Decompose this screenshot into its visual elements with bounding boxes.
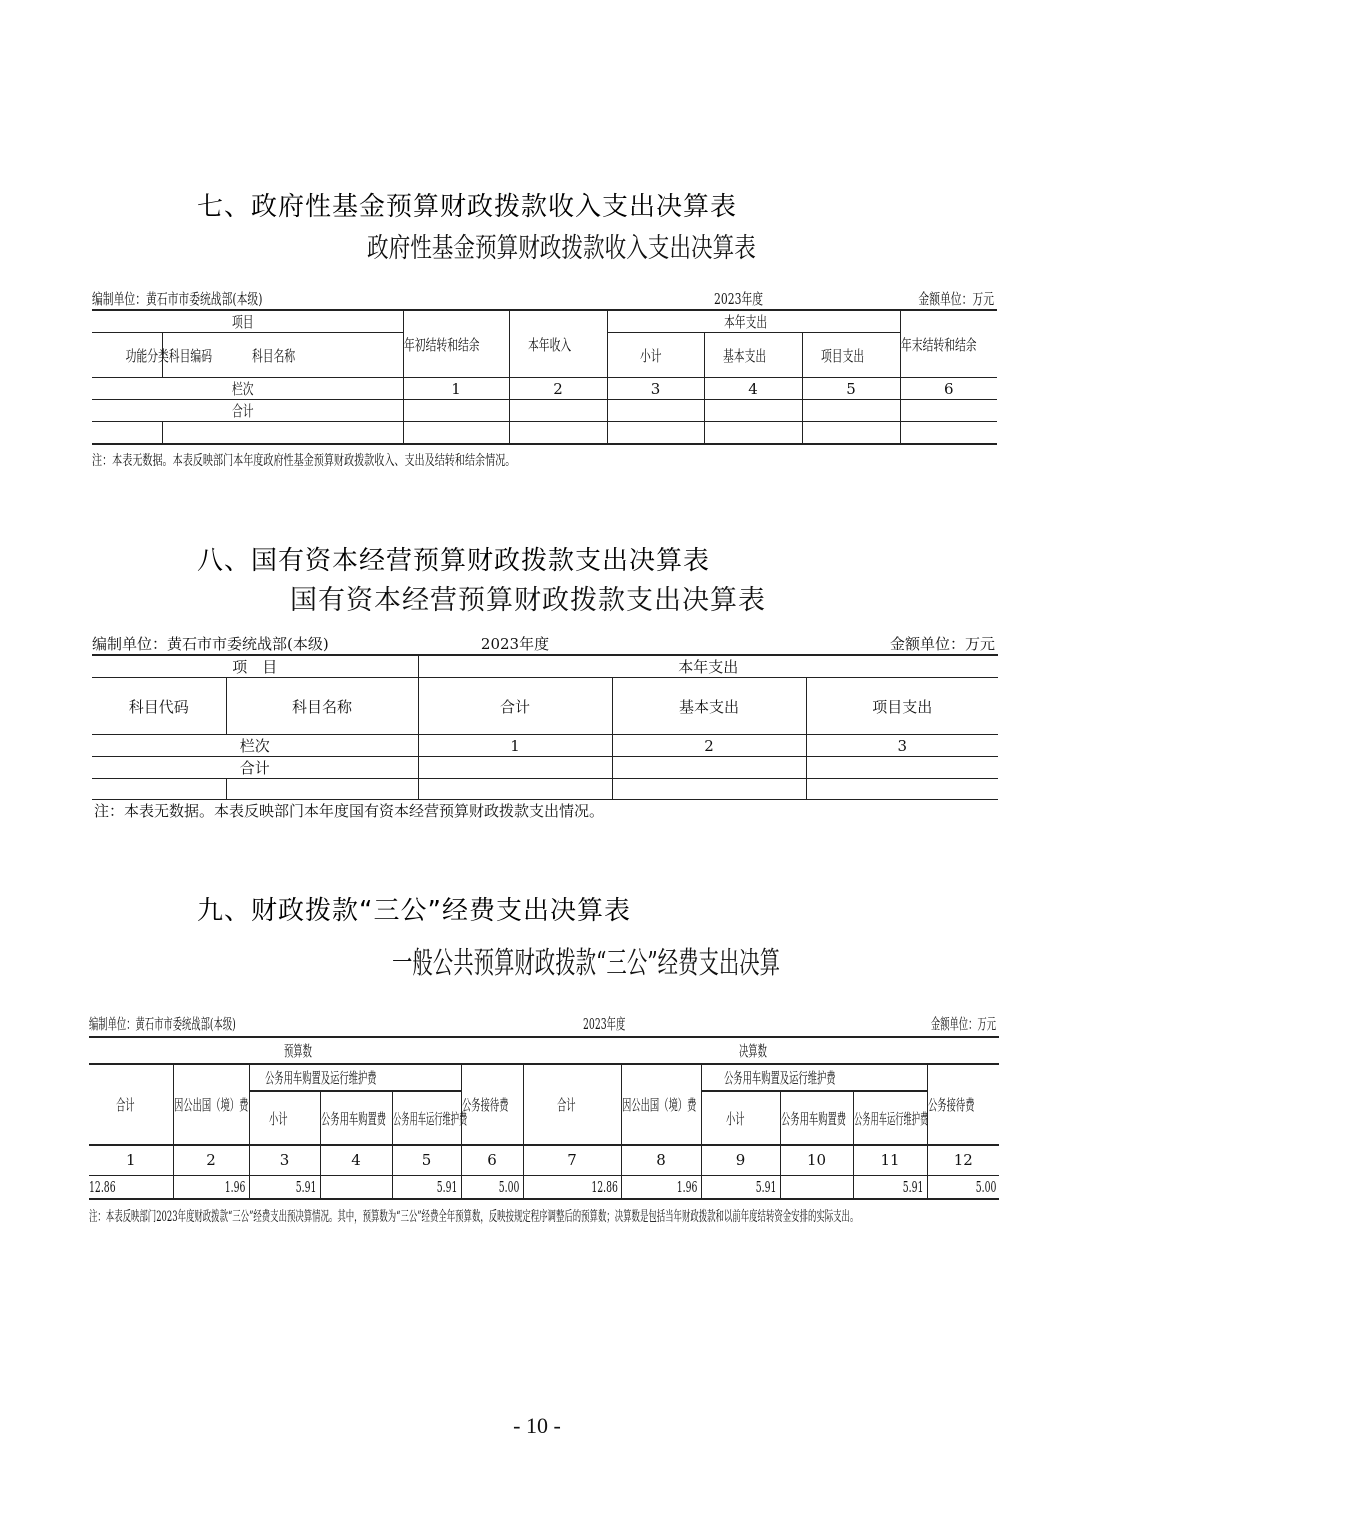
header-budget: 预算数 <box>283 1042 312 1060</box>
header-car: 公务用车购置及运行维护费 <box>265 1069 377 1087</box>
row-column-label: 栏次 <box>232 380 254 398</box>
value-text: 1.96 <box>676 1177 698 1196</box>
header-name: 科目名称 <box>226 678 418 735</box>
header-car-buy: 公务用车购置费 <box>320 1109 386 1128</box>
row-total-label: 合计 <box>232 402 254 420</box>
col-num: 1 <box>403 378 509 400</box>
col-num: 3 <box>607 378 704 400</box>
col-num: 6 <box>461 1145 523 1175</box>
header-subtotal: 小计 <box>269 1109 289 1128</box>
header-abroad: 因公出国（境）费 <box>173 1096 248 1114</box>
col-num: 2 <box>509 378 607 400</box>
header-total: 合计 <box>418 678 612 735</box>
value-cell <box>461 1175 523 1199</box>
row-column-label: 栏次 <box>92 735 418 757</box>
table-7 <box>92 288 997 445</box>
col-num: 7 <box>523 1145 621 1175</box>
value-cell <box>701 1175 780 1199</box>
col-num: 10 <box>780 1145 853 1175</box>
value-text: 5.91 <box>436 1177 458 1196</box>
value-text: 1.96 <box>224 1177 246 1196</box>
header-total: 合计 <box>115 1096 135 1114</box>
header-project: 项目支出 <box>821 346 865 365</box>
year-label: 2023年度 <box>418 633 612 655</box>
header-expense: 本年支出 <box>418 655 998 678</box>
value-cell <box>392 1175 461 1199</box>
header-car-buy: 公务用车购置费 <box>780 1109 846 1128</box>
value-text: 5.91 <box>902 1177 924 1196</box>
header-reception: 公务接待费 <box>461 1096 509 1114</box>
col-num: 3 <box>806 735 998 757</box>
header-item: 项 目 <box>92 655 418 678</box>
header-begin: 年初结转和结余 <box>403 335 480 354</box>
col-num: 4 <box>704 378 802 400</box>
col-num: 5 <box>392 1145 461 1175</box>
header-code: 功能分类科目编码 <box>125 346 213 365</box>
table-8-note: 注：本表无数据。本表反映部门本年度国有资本经营预算财政拨款支出情况。 <box>94 802 605 820</box>
header-abroad: 因公出国（境）费 <box>621 1096 696 1114</box>
col-num: 6 <box>900 378 997 400</box>
value-cell <box>89 1175 173 1199</box>
header-subtotal: 小计 <box>725 1109 745 1128</box>
money-unit: 金额单位：万元 <box>918 290 995 308</box>
header-reception: 公务接待费 <box>927 1096 975 1114</box>
table-9 <box>89 1010 999 1200</box>
col-num: 5 <box>802 378 900 400</box>
header-code: 科目代码 <box>92 678 226 735</box>
value-text: 5.91 <box>755 1177 777 1196</box>
value-cell <box>320 1175 392 1199</box>
table-7-note: 注：本表无数据。本表反映部门本年度政府性基金预算财政拨款收入、支出及结转和结余情况。 <box>92 453 516 469</box>
unit-label: 编制单位：黄石市市委统战部(本级) <box>92 633 418 655</box>
col-num: 3 <box>249 1145 320 1175</box>
section-9-heading: 九、财政拨款“三公”经费支出决算表 <box>197 896 631 926</box>
value-cell <box>780 1175 853 1199</box>
col-num: 12 <box>927 1145 999 1175</box>
money-unit: 金额单位：万元 <box>806 633 998 655</box>
col-num: 1 <box>89 1145 173 1175</box>
col-num: 2 <box>612 735 806 757</box>
value-text: 12.86 <box>590 1177 618 1196</box>
row-total-label: 合计 <box>92 757 418 779</box>
header-income: 本年收入 <box>527 335 572 354</box>
money-unit: 金额单位：万元 <box>930 1014 997 1033</box>
page-number: - 10 - <box>513 1413 561 1438</box>
header-car: 公务用车购置及运行维护费 <box>724 1069 836 1087</box>
table-9-title: 一般公共预算财政拨款“三公”经费支出决算 <box>392 946 781 981</box>
table-8-title: 国有资本经营预算财政拨款支出决算表 <box>290 585 766 616</box>
value-cell <box>173 1175 249 1199</box>
value-text: 5.00 <box>975 1177 997 1196</box>
header-expense: 本年支出 <box>723 313 767 331</box>
header-item: 项目 <box>232 313 254 331</box>
table-8 <box>92 633 998 800</box>
col-num: 2 <box>173 1145 249 1175</box>
header-basic: 基本支出 <box>723 346 767 365</box>
unit-label: 编制单位：黄石市市委统战部(本级) <box>92 290 263 308</box>
value-cell <box>927 1175 999 1199</box>
col-num: 4 <box>320 1145 392 1175</box>
value-cell <box>853 1175 927 1199</box>
value-cell <box>621 1175 701 1199</box>
col-num: 11 <box>853 1145 927 1175</box>
section-7-heading: 七、政府性基金预算财政拨款收入支出决算表 <box>197 192 738 222</box>
header-final: 决算数 <box>738 1042 767 1060</box>
header-end: 年末结转和结余 <box>900 335 977 354</box>
value-text: 5.00 <box>498 1177 520 1196</box>
value-cell <box>523 1175 621 1199</box>
year-label: 2023年度 <box>582 1014 626 1033</box>
value-cell <box>249 1175 320 1199</box>
header-name: 科目名称 <box>252 346 296 365</box>
header-project: 项目支出 <box>806 678 998 735</box>
table-9-note: 注：本表反映部门2023年度财政拨款“三公”经费支出预决算情况。其中，预算数为“三公”经费全年预算数，反映按规定程序调整后的预算数；决算数是包括当年财政拨款和以前年度结转资金安排的实际支出。 <box>89 1209 859 1225</box>
col-num: 9 <box>701 1145 780 1175</box>
value-text: 5.91 <box>295 1177 317 1196</box>
unit-label: 编制单位：黄石市市委统战部(本级) <box>89 1014 236 1033</box>
value-text: 12.86 <box>89 1177 116 1196</box>
col-num: 8 <box>621 1145 701 1175</box>
header-total: 合计 <box>557 1096 576 1114</box>
header-subtotal: 小计 <box>640 346 663 365</box>
header-car-run: 公务用车运行维护费 <box>392 1109 467 1128</box>
header-car-run: 公务用车运行维护费 <box>853 1109 928 1128</box>
col-num: 1 <box>418 735 612 757</box>
table-7-title: 政府性基金预算财政拨款收入支出决算表 <box>367 233 756 264</box>
header-basic: 基本支出 <box>612 678 806 735</box>
section-8-heading: 八、国有资本经营预算财政拨款支出决算表 <box>197 546 711 576</box>
year-label: 2023年度 <box>713 290 763 308</box>
